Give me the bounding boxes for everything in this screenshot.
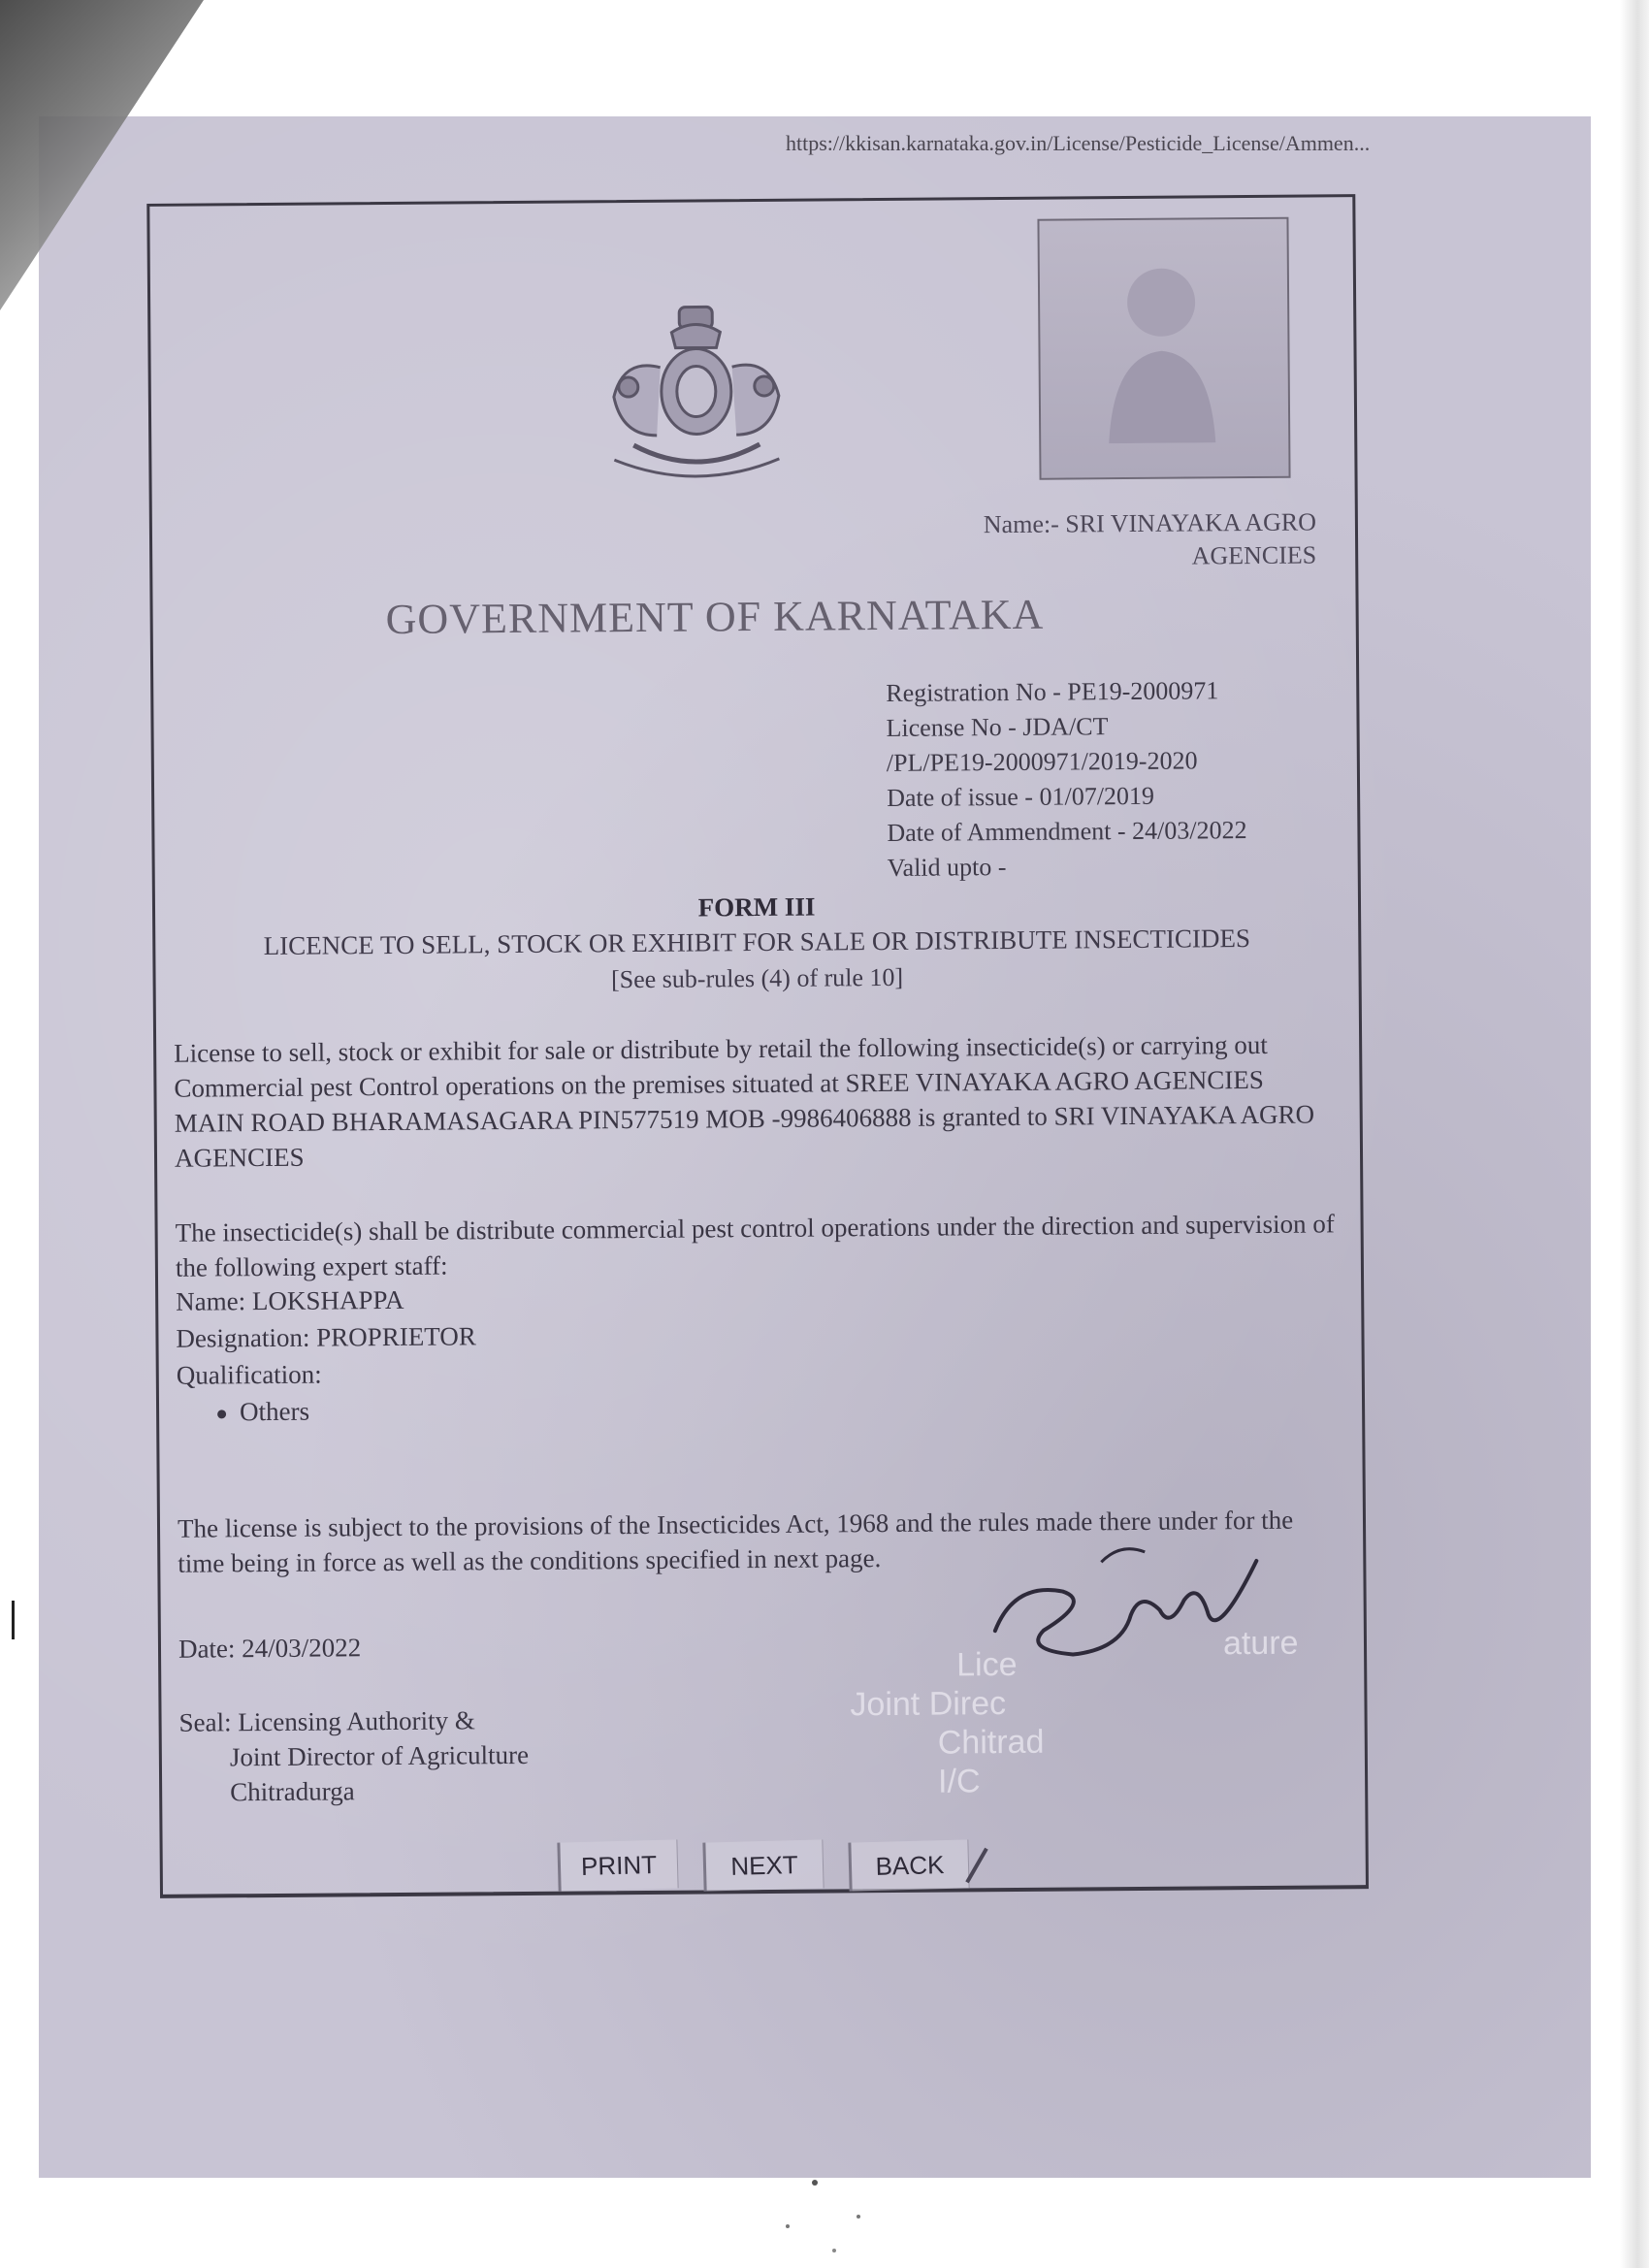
next-button[interactable]: NEXT: [702, 1839, 824, 1891]
karnataka-emblem-icon: [574, 299, 819, 495]
expert-staff-details: [176, 1280, 476, 1393]
licensee-name: [851, 505, 1317, 575]
certificate-date: Date: 24/03/2022: [178, 1633, 362, 1664]
license-number-line-2: /PL/PE19-2000971/2019-2020: [886, 746, 1198, 777]
seal-line-3: Chitradurga: [230, 1776, 355, 1807]
stamp-line-4: I/C: [937, 1763, 981, 1800]
margin-mark: [12, 1601, 15, 1639]
valid-upto: Valid upto -: [887, 853, 1007, 882]
expert-staff-paragraph: The insecticide(s) shall be distribute commercial pest control operations under the direction and supervision of the following expert staff:: [175, 1209, 1335, 1282]
qualification-list-item: [217, 1397, 309, 1428]
licensee-name-line-2: AGENCIES: [1191, 540, 1317, 570]
applicant-photo: [1037, 217, 1290, 480]
registration-details: [886, 672, 1334, 886]
scan-specks: [776, 2173, 873, 2260]
bullet-icon: [217, 1410, 226, 1419]
seal-line-2: Joint Director of Agriculture: [229, 1739, 530, 1772]
form-subtitle: LICENCE TO SELL, STOCK OR EXHIBIT FOR SALE OR DISTRIBUTE INSECTICIDES: [263, 923, 1251, 961]
seal-block: [178, 1702, 529, 1810]
person-silhouette-icon: [1098, 248, 1226, 443]
form-rule-reference: [See sub-rules (4) of rule 10]: [610, 962, 904, 994]
page-edge: [1620, 0, 1649, 2268]
licensee-name-line-1: Name:- SRI VINAYAKA AGRO: [983, 507, 1317, 539]
stamp-right-fragment: ature: [1222, 1624, 1299, 1663]
license-grant-paragraph: License to sell, stock or exhibit for sale or distribute by retail the following insecticide(s) or carrying out Commercial pest Control operations on the premises situated at SREE VINAYAKA AGRO AGENCIES MAIN ROAD BHARAMASAGARA PIN577519 MOB -9986406888 is granted to SRI VINAYAKA AGRO AGENCIES: [174, 1029, 1315, 1173]
staff-name: Name: LOKSHAPPA: [176, 1284, 404, 1316]
date-of-amendment: Date of Ammendment - 24/03/2022: [887, 816, 1247, 847]
print-button[interactable]: PRINT: [557, 1839, 678, 1891]
license-number-line-1: License No - JDA/CT: [886, 712, 1109, 742]
government-title: GOVERNMENT OF KARNATAKA: [385, 590, 1045, 644]
stamp-line-3: Chitrad: [937, 1723, 1045, 1762]
page-url: https://kkisan.karnataka.gov.in/License/Pesticide_License/Ammen...: [786, 131, 1371, 155]
qualification-value: Others: [239, 1396, 310, 1427]
stamp-line-1: Lice: [956, 1645, 1018, 1684]
date-of-issue: Date of issue - 01/07/2019: [887, 781, 1155, 812]
registration-number: Registration No - PE19-2000971: [886, 676, 1219, 707]
license-certificate: [146, 194, 1369, 1898]
form-title: FORM III: [697, 891, 816, 923]
staff-qualification: Qualification:: [176, 1359, 322, 1390]
officer-signature: [975, 1522, 1286, 1700]
staff-designation: Designation: PROPRIETOR: [176, 1321, 476, 1353]
license-conditions-paragraph: The license is subject to the provisions of the Insecticides Act, 1968 and the rules made there under for the time being in force as well as the conditions specified in next page.: [177, 1505, 1294, 1578]
action-buttons: [548, 1841, 1091, 1899]
back-button[interactable]: BACK: [848, 1839, 969, 1891]
stamp-line-2: Joint Direc: [850, 1685, 1007, 1724]
seal-line-1: Seal: Licensing Authority &: [178, 1705, 475, 1737]
